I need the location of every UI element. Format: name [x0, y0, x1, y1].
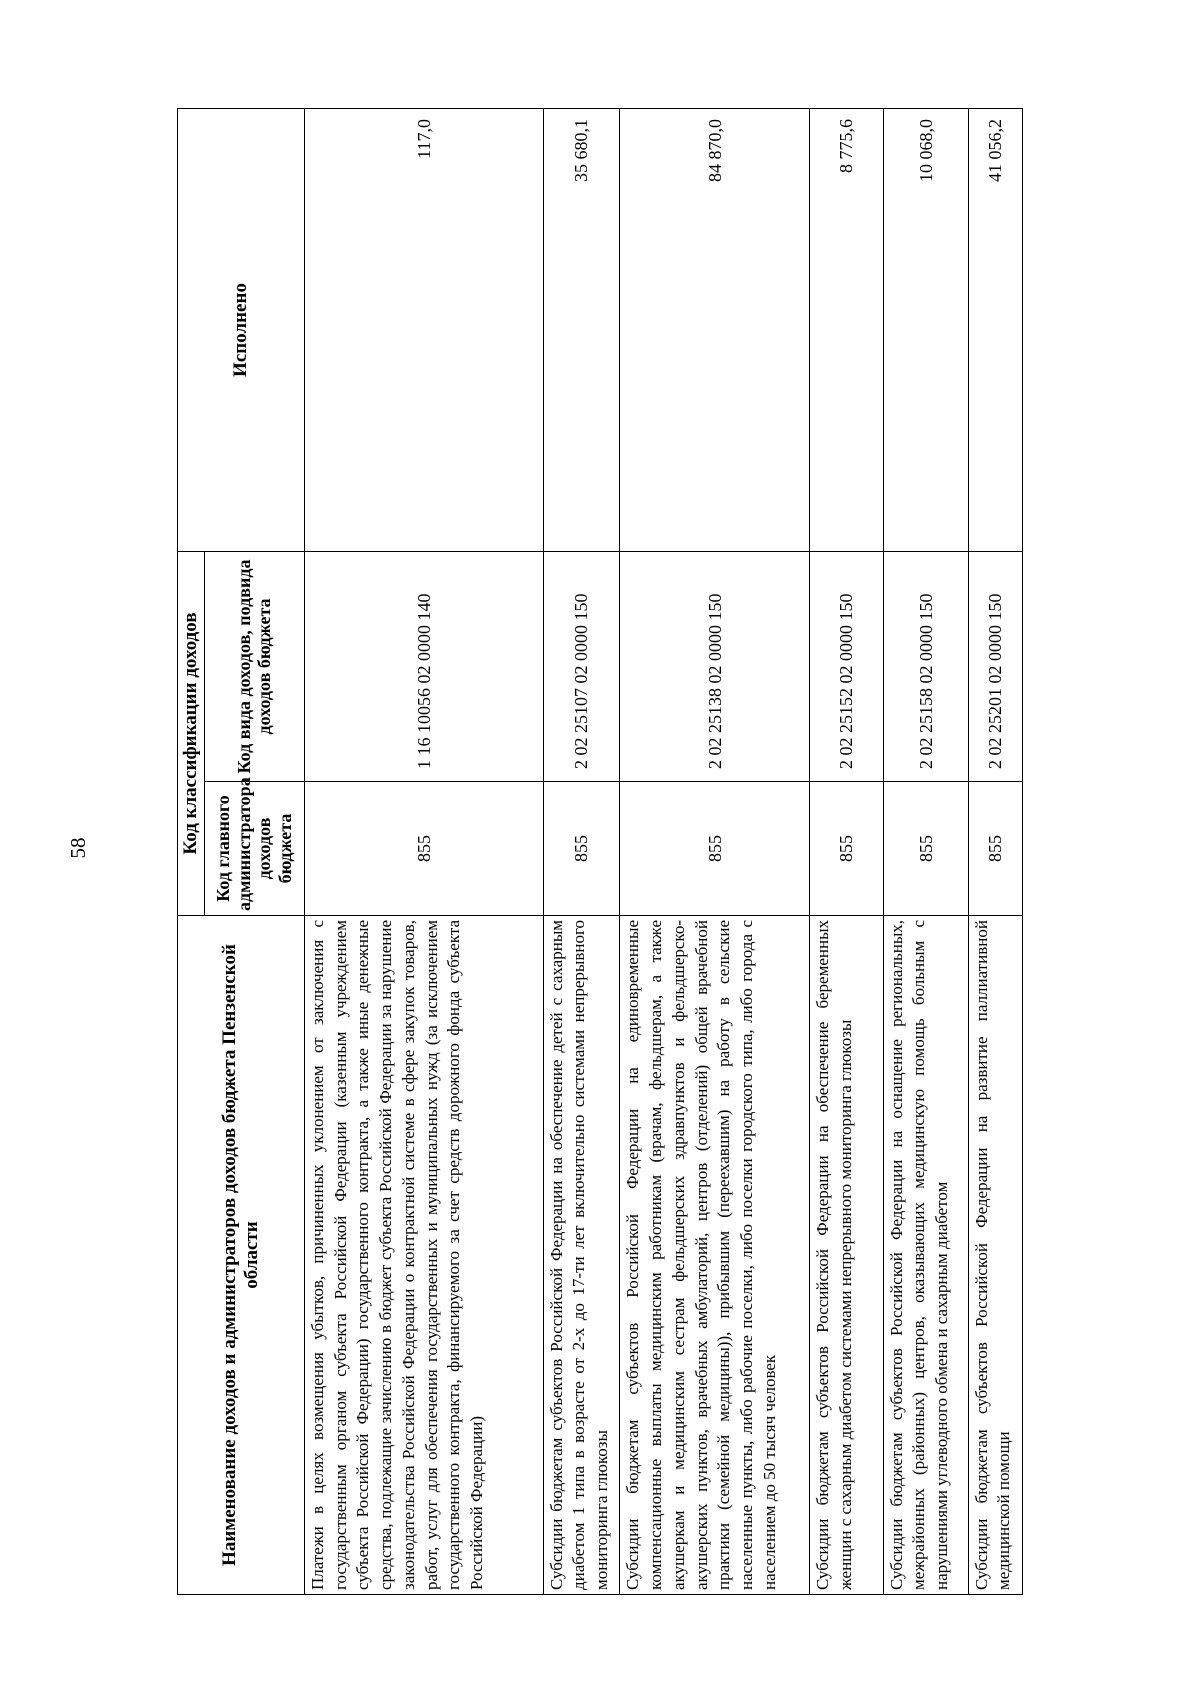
row-name: Субсидии бюджетам субъектов Российской Федерации на обеспечение детей с сахарным диабетом 1 типа в возрасте от 2-х до 17-ти лет включительно системами непрерывного мониторинга глюкозы — [543, 916, 620, 1595]
table-row — [809, 109, 883, 1595]
row-admin-code: 855 — [304, 782, 543, 916]
row-admin-code: 855 — [883, 782, 968, 916]
row-name: Платежи в целях возмещения убытков, причиненных уклонением от заключения с государственным органом субъекта Российской Федерации (казенным учреждением субъекта Российской Федерации) государственного контракта, а также иные денежные средства, подлежащие зачислению в бюджет субъекта Российской Федерации за нарушение законодательства Российской Федерации о контрактной системе в сфере закупок товаров, работ, услуг для обеспечения государственных и муниципальных нужд (за исключением государственного контракта, финансируемого за счет средств дорожного фонда субъекта Российской Федерации) — [304, 916, 543, 1595]
table-row — [543, 109, 620, 1595]
header-admin-code: Код главного администратора доходов бюджета — [204, 782, 304, 916]
row-revenue-code: 2 02 25158 02 0000 150 — [883, 552, 968, 782]
table-row — [304, 109, 543, 1595]
row-revenue-code: 2 02 25201 02 0000 150 — [968, 552, 1022, 782]
row-revenue-code: 2 02 25138 02 0000 150 — [620, 552, 810, 782]
revenue-table — [177, 108, 1023, 1595]
header-revenue-code: Код вида доходов, подвида доходов бюджета — [204, 552, 304, 782]
row-admin-code: 855 — [620, 782, 810, 916]
row-executed: 10 068,0 — [883, 109, 968, 552]
row-name: Субсидии бюджетам субъектов Российской Федерации на единовременные компенсационные выплаты медицинским работникам (врачам, фельдшерам, а также акушеркам и медицинским сестрам фельдшерских здравпунктов и фельдшерско-акушерских пунктов, врачебных амбулаторий, центров (отделений) общей врачебной практики (семейной медицины)), прибывшим (переехавшим) на работу в сельские населенные пункты, либо рабочие поселки, либо поселки городского типа, либо города с населением до 50 тысяч человек — [620, 916, 810, 1595]
table-row — [883, 109, 968, 1595]
row-executed: 8 775,6 — [809, 109, 883, 552]
rotated-table-container — [177, 109, 1023, 1595]
row-admin-code: 855 — [809, 782, 883, 916]
row-name: Субсидии бюджетам субъектов Российской Федерации на развитие паллиативной медицинской помощи — [968, 916, 1022, 1595]
row-executed: 84 870,0 — [620, 109, 810, 552]
row-name: Субсидии бюджетам субъектов Российской Федерации на обеспечение беременных женщин с сахарным диабетом системами непрерывного мониторинга глюкозы — [809, 916, 883, 1595]
row-revenue-code: 2 02 25152 02 0000 150 — [809, 552, 883, 782]
table-row — [620, 109, 810, 1595]
row-revenue-code: 2 02 25107 02 0000 150 — [543, 552, 620, 782]
header-executed: Исполнено — [178, 109, 305, 552]
row-executed: 117,0 — [304, 109, 543, 552]
row-admin-code: 855 — [543, 782, 620, 916]
header-name: Наименование доходов и администраторов доходов бюджета Пензенской области — [178, 916, 305, 1595]
header-classification: Код классификации доходов — [178, 552, 205, 916]
page-number: 58 — [66, 837, 90, 859]
row-name: Субсидии бюджетам субъектов Российской Федерации на оснащение региональных, межрайонных (районных) центров, оказывающих медицинскую помощь больным с нарушениями углеводного обмена и сахарным диабетом — [883, 916, 968, 1595]
row-executed: 35 680,1 — [543, 109, 620, 552]
row-admin-code: 855 — [968, 782, 1022, 916]
table-row — [968, 109, 1022, 1595]
row-executed: 41 056,2 — [968, 109, 1022, 552]
row-revenue-code: 1 16 10056 02 0000 140 — [304, 552, 543, 782]
